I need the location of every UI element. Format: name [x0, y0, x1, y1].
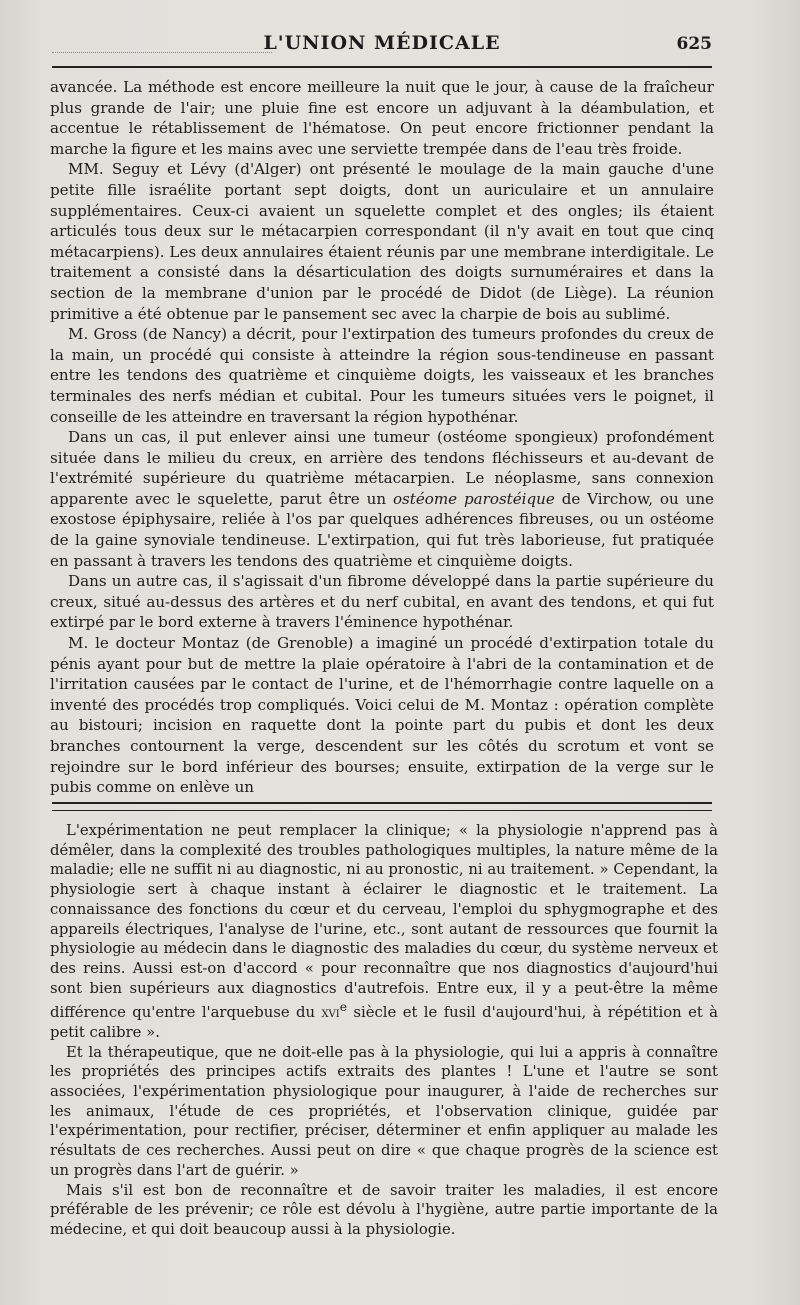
header-rule	[52, 66, 712, 68]
article-paragraph-5: Dans un autre cas, il s'agissait d'un fibrome développé dans la partie supérieure du creux, situé au-dessus des artères et du nerf cubital, en avant des tendons, et qui fut extirpé par le bord externe à travers l'éminence hypothénar.	[50, 572, 714, 632]
feuilleton-paragraph-2: Et la thérapeutique, que ne doit-elle pas à la physiologie, qui lui a appris à connaître les propriétés des principes actifs extraits des plantes ! L'une et l'autre se sont associées, l'expérimentation physiologique pour inaugurer, à l'aide de recherches sur les animaux, l'étude de ces propriétés, et l'observation clinique, guidée par l'expérimentation, pour rectifier, préciser, déterminer et enfin appliquer au malade les résultats de ces recherches. Aussi peut on dire « que chaque progrès de la science est un progrès dans l'art de guérir. »	[50, 1043, 718, 1179]
journal-title: L'UNION MÉDICALE	[263, 32, 501, 54]
feuilleton-body	[50, 821, 718, 1240]
century-superscript: e	[339, 1000, 348, 1015]
running-header	[52, 30, 712, 60]
feuilleton-paragraph-1-text-a: L'expérimentation ne peut remplacer la clinique; « la physiologie n'apprend pas à démêler, dans la complexité des troubles pathologiques multiples, la nature même de la maladie; elle ne suffit ni au diagnostic, ni au pronostic, ni au traitement. » Cependant, la physiologie sert à chaque instant à éclairer le diagnostic et le traitement. La connaissance des fonctions du cœur et du cerveau, l'emploi du sphygmographe et des appareils électriques, l'analyse de l'urine, etc., sont autant de ressources que fournit la physiologie au médecin dans le diagnostic des maladies du cœur, du système nerveux et des reins. Aussi est-on d'accord « pour reconnaître que nos diagnostics d'aujourd'hui sont bien supérieurs aux diagnostics d'autrefois. Entre eux, il y a peut-être la même différence qu'entre l'arquebuse du	[50, 822, 718, 1022]
feuilleton-paragraph-3: Mais s'il est bon de reconnaître et de savoir traiter les maladies, il est encore préférable de les prévenir; ce rôle est dévolu à l'hygiène, autre partie importante de la médecine, et qui doit beaucoup aussi à la physiologie.	[50, 1181, 718, 1238]
article-paragraph-4	[50, 427, 714, 571]
feuilleton-paragraph-1-text-b: siècle et le fusil d'aujourd'hui, à répétition et à petit calibre ».	[50, 1004, 718, 1041]
century-numeral: xvi	[321, 1004, 340, 1022]
feuilleton-separator-rule	[52, 802, 712, 811]
article-paragraph-3: M. Gross (de Nancy) a décrit, pour l'extirpation des tumeurs profondes du creux de la main, un procédé qui consiste à atteindre la région sous-tendineuse en passant entre les tendons des quatrième et cinquième doigts, les vaisseaux et les branches terminales des nerfs médian et cubital. Pour les tumeurs situées vers le poignet, il conseille de les atteindre en traversant la région hypothénar.	[50, 325, 714, 426]
feuilleton-paragraph-1	[50, 821, 718, 1043]
article-paragraph-4-text-b: de Virchow, ou une exostose épiphysaire, reliée à l'os par quelques adhérences fibreuses, ou un ostéome de la gaine synoviale tendineuse. L'extirpation, qui fut très laborieuse, fut pratiquée en passant à travers les tendons des quatrième et cinquième doigts.	[50, 489, 714, 570]
article-paragraph-2: MM. Seguy et Lévy (d'Alger) ont présenté le moulage de la main gauche d'une petite fille israélite portant sept doigts, dont un auriculaire et un annulaire supplémentaires. Ceux-ci avaient un squelette complet et des ongles; ils étaient articulés tous deux sur le métacarpien correspondant (il n'y avait en tout que cinq métacarpiens). Les deux annulaires étaient réunis par une membrane interdigitale. Le traitement a consisté dans la désarticulation des doigts surnuméraires et dans la section de la membrane d'union par le procédé de Didot (de Liège). La réunion primitive a été obtenue par le pansement sec avec la charpie de bois au sublimé.	[50, 160, 714, 323]
article-paragraph-4-italic-term: ostéome parostéique	[392, 489, 555, 508]
article-paragraph-1: avancée. La méthode est encore meilleure la nuit que le jour, à cause de la fraîcheur plus grande de l'air; une pluie fine est encore un adjuvant à la déambulation, et accentue le rétablissement de l'hématose. On peut encore frictionner pendant la marche la figure et les mains avec une serviette trempée dans de l'eau très froide.	[50, 78, 714, 158]
article-body	[50, 77, 714, 798]
article-paragraph-4-text-a: Dans un cas, il put enlever ainsi une tumeur (ostéome spongieux) profondément située dans le milieu du creux, en arrière des tendons fléchisseurs et au-devant de l'extrémité supérieure du quatrième métacarpien. Le néoplasme, sans connexion apparente avec le squelette, parut être un	[50, 428, 714, 508]
article-paragraph-6: M. le docteur Montaz (de Grenoble) a imaginé un procédé d'extirpation totale du pénis ayant pour but de mettre la plaie opératoire à l'abri de la contamination et de l'irritation causées par le contact de l'urine, et de l'hémorrhagie contre laquelle on a inventé des procédés trop compliqués. Voici celui de M. Montaz : opération complète au bistouri; incision en raquette dont la pointe part du pubis et dont les deux branches contournent la verge, descendent sur les côtés du scrotum et vont se rejoindre sur le bord inférieur des bourses; ensuite, extirpation de la verge sur le pubis comme on enlève un	[50, 634, 714, 797]
page-number: 625	[676, 34, 712, 54]
